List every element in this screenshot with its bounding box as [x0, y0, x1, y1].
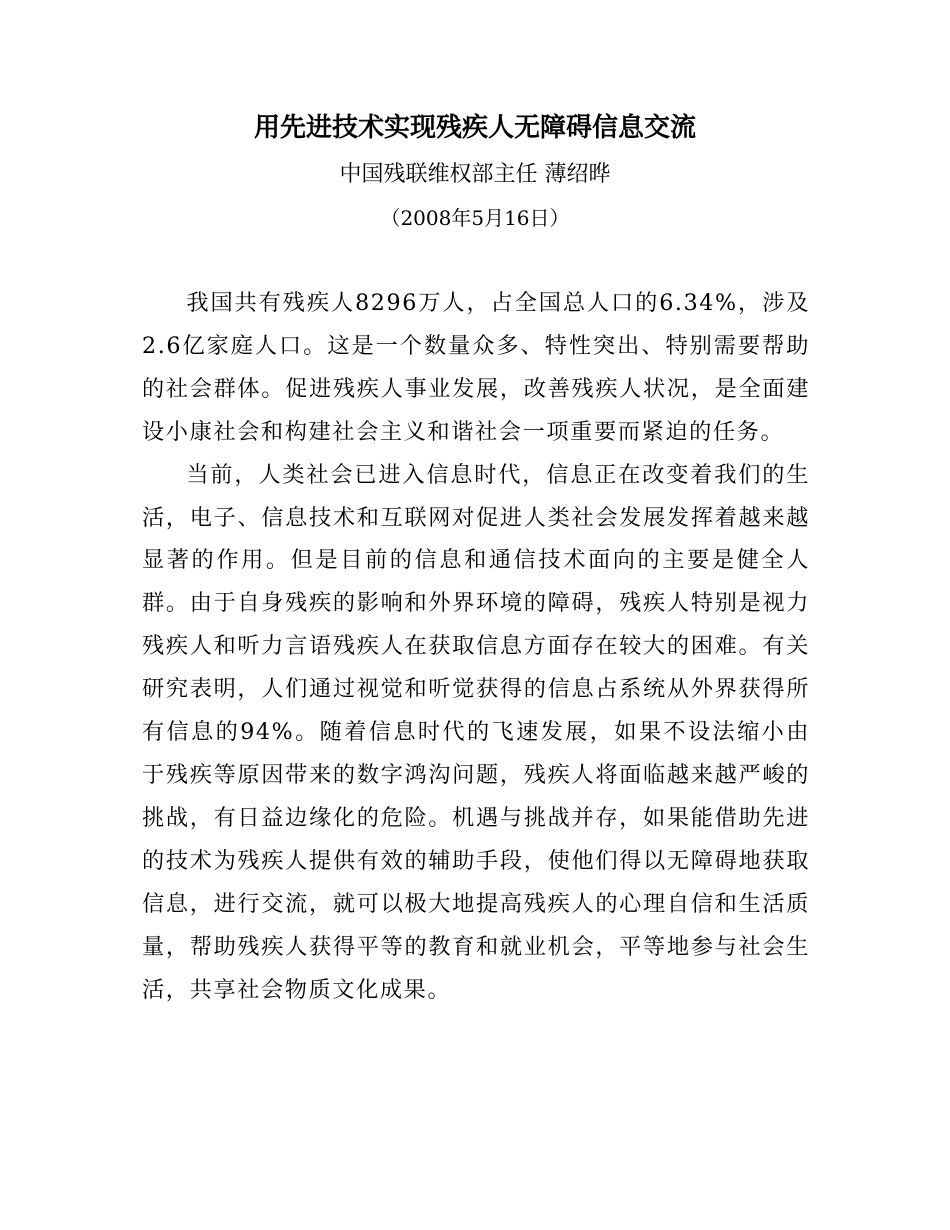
document-date: （2008年5月16日）	[380, 206, 570, 230]
paragraph-2: 当前，人类社会已进入信息时代，信息正在改变着我们的生活，电子、信息技术和互联网对促进人类社会发展发挥着越来越显著的作用。但是目前的信息和通信技术面向的主要是健全人群。由于自身残疾的影响和外界环境的障碍，残疾人特别是视力残疾人和听力言语残疾人在获取信息方面存在较大的困难。有关研究表明，人们通过视觉和听觉获得的信息占系统从外界获得所有信息的94%。随着信息时代的飞速发展，如果不设法缩小由于残疾等原因带来的数字鸿沟问题，残疾人将面临越来越严峻的挑战，有日益边缘化的危险。机遇与挑战并存，如果能借助先进的技术为残疾人提供有效的辅助手段，使他们得以无障碍地获取信息，进行交流，就可以极大地提高残疾人的心理自信和生活质量，帮助残疾人获得平等的教育和就业机会，平等地参与社会生活，共享社会物质文化成果。	[142, 461, 810, 1003]
document-author: 中国残联维权部主任 薄绍晔	[339, 162, 611, 187]
document-title: 用先进技术实现残疾人无障碍信息交流	[253, 113, 696, 143]
document-body	[142, 282, 810, 1011]
paragraph-1: 我国共有残疾人8296万人，占全国总人口的6.34%，涉及2.6亿家庭人口。这是一个数量众多、特性突出、特别需要帮助的社会群体。促进残疾人事业发展，改善残疾人状况，是全面建设小康社会和构建社会主义和谐社会一项重要而紧迫的任务。	[142, 290, 810, 445]
